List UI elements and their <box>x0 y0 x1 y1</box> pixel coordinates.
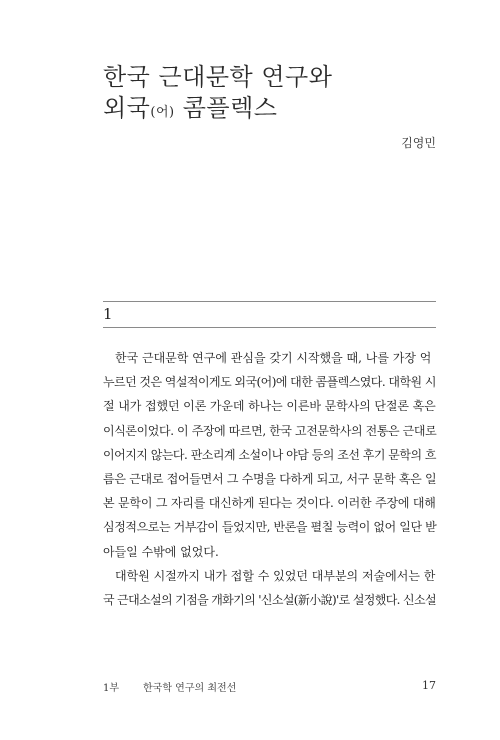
text-line: 아들일 수밖에 없었다. <box>103 544 219 559</box>
chapter-title-line-2 <box>103 93 332 128</box>
text-line: 누르던 것은 역설적이게도 외국(어)에 대한 콤플렉스였다. 대학원 시 <box>103 375 436 390</box>
text-line: 름은 근대로 접어들면서 그 수명을 다하게 되고, 서구 문학 혹은 일 <box>103 472 437 487</box>
section-number: 1 <box>103 305 113 323</box>
section-rule-top <box>103 301 436 302</box>
title-word-complex: 콤플렉스 <box>174 94 278 122</box>
section-rule-bottom <box>103 327 436 328</box>
chapter-title <box>103 62 332 128</box>
footer-running-title: 한국학 연구의 최전선 <box>143 683 237 694</box>
author-name: 김영민 <box>401 136 436 150</box>
text-line: 본 문학이 그 자리를 대신하게 된다는 것이다. 이러한 주장에 대해 <box>103 496 436 511</box>
title-parenthetical: (어) <box>150 105 175 120</box>
text-line: 대학원 시절까지 내가 접할 수 있었던 대부분의 저술에서는 한 <box>115 568 436 583</box>
footer-part-label: 1부 <box>103 683 120 694</box>
text-line: 이어지지 않는다. 판소리계 소설이나 야담 등의 조선 후기 문학의 흐 <box>103 447 437 462</box>
text-line: 심정적으로는 거부감이 들었지만, 반론을 펼칠 능력이 없어 일단 받 <box>103 520 437 535</box>
paragraph <box>103 564 436 612</box>
text-line: 절 내가 접했던 이론 가운데 하나는 이른바 문학사의 단절론 혹은 <box>103 399 436 414</box>
title-word-foreign: 외국 <box>103 94 151 122</box>
page-number: 17 <box>422 679 436 692</box>
paragraph <box>103 346 436 564</box>
chapter-title-line-1: 한국 근대문학 연구와 <box>103 63 333 91</box>
body-text <box>103 346 436 612</box>
text-line: 한국 근대문학 연구에 관심을 갖기 시작했을 때, 나를 가장 억 <box>115 351 432 365</box>
text-line: 이식론이었다. 이 주장에 따르면, 한국 고전문학사의 전통은 근대로 <box>103 423 437 438</box>
text-line: 국 근대소설의 기점을 개화기의 '신소설(新小說)'로 설정했다. 신소설 <box>103 593 436 608</box>
